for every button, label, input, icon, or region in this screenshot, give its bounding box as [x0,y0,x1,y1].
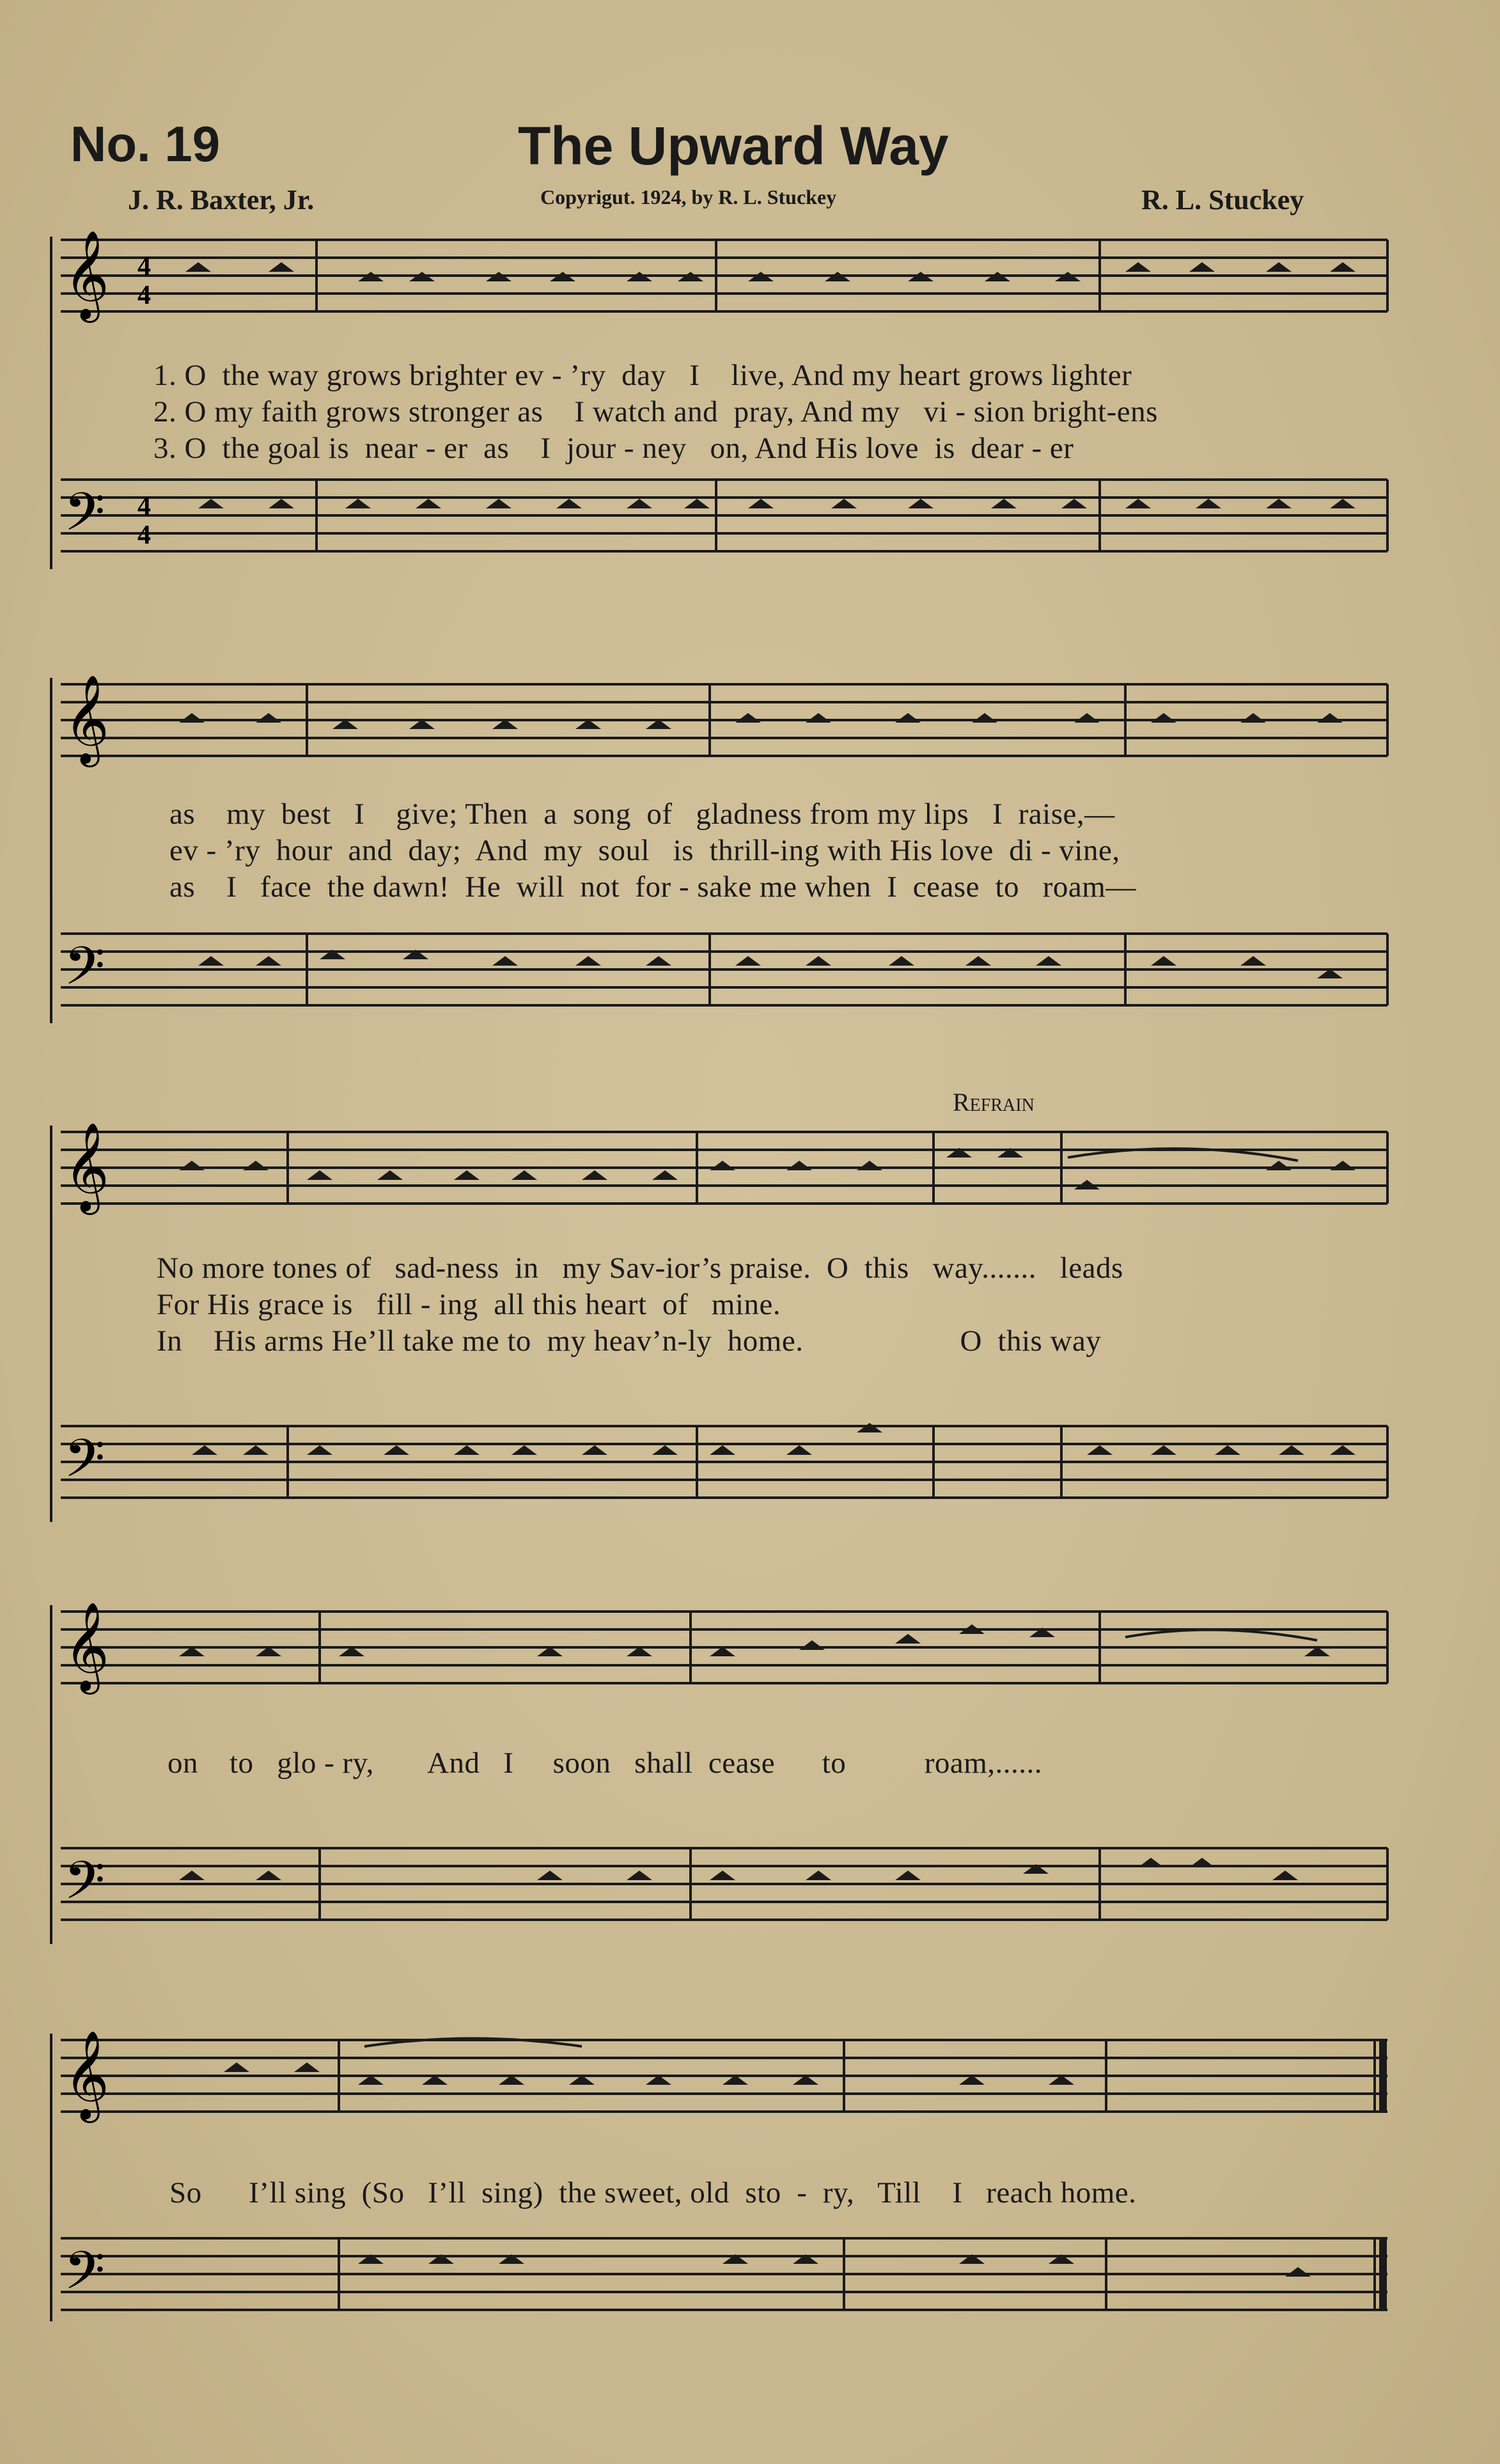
svg-text:𝄢: 𝄢 [64,2240,105,2314]
svg-text:4: 4 [137,281,151,310]
hymn-title: The Upward Way [518,116,949,176]
refrain-line2: So I’ll sing (So I’ll sing) the sweet, old sto - ry, Till I reach home. [169,2176,1137,2209]
svg-text:𝄢: 𝄢 [64,1849,105,1924]
hymn-number: No. 19 [70,116,221,172]
svg-text:𝄢: 𝄢 [64,481,105,556]
verse3-line1: 3. O the goal is near - er as I jour - ney on, And His love is dear - er [153,432,1074,465]
music-system-4 [0,1586,1500,1982]
verse2-line1: 2. O my faith grows stronger as I watch and pray, And my vi - sion bright-ens [153,395,1158,428]
svg-text:𝄞: 𝄞 [64,1122,109,1211]
svg-text:𝄢: 𝄢 [64,935,105,1010]
verse2-line2: ev - ’ry hour and day; And my soul is thrill-ing with His love di - vine, [169,834,1120,867]
svg-text:𝄞: 𝄞 [64,675,109,764]
verse3-line3: In His arms He’ll take me to my heav’n-ly home. O this way [157,1324,1102,1358]
refrain-label: Refrain [953,1088,1035,1117]
svg-text:4: 4 [137,252,151,281]
svg-text:𝄞: 𝄞 [64,230,109,319]
verse2-line3: For His grace is fill - ing all this heart of mine. [157,1288,781,1321]
refrain-line1: on to glo - ry, And I soon shall cease to roam,...... [168,1746,1043,1780]
copyright-notice: Copyrigut. 1924, by R. L. Stuckey [540,185,837,208]
svg-text:𝄞: 𝄞 [64,1602,109,1691]
verse3-line2: as I face the dawn! He will not for - sake me when I cease to roam— [169,870,1136,904]
composer-credit: J. R. Baxter, Jr. [128,184,315,216]
svg-text:4: 4 [137,492,151,521]
verse1-line1: 1. O the way grows brighter ev - ’ry day I live, And my heart grows lighter [153,359,1132,392]
author-credit: R. L. Stuckey [1141,184,1304,216]
verse1-line3: No more tones of sad-ness in my Sav-ior’s praise. O this way....... leads [157,1252,1123,1285]
verse1-line2: as my best I give; Then a song of gladness from my lips I raise,— [169,797,1115,831]
svg-text:𝄢: 𝄢 [64,1427,105,1502]
svg-text:𝄞: 𝄞 [64,2030,109,2119]
svg-text:4: 4 [137,521,151,550]
